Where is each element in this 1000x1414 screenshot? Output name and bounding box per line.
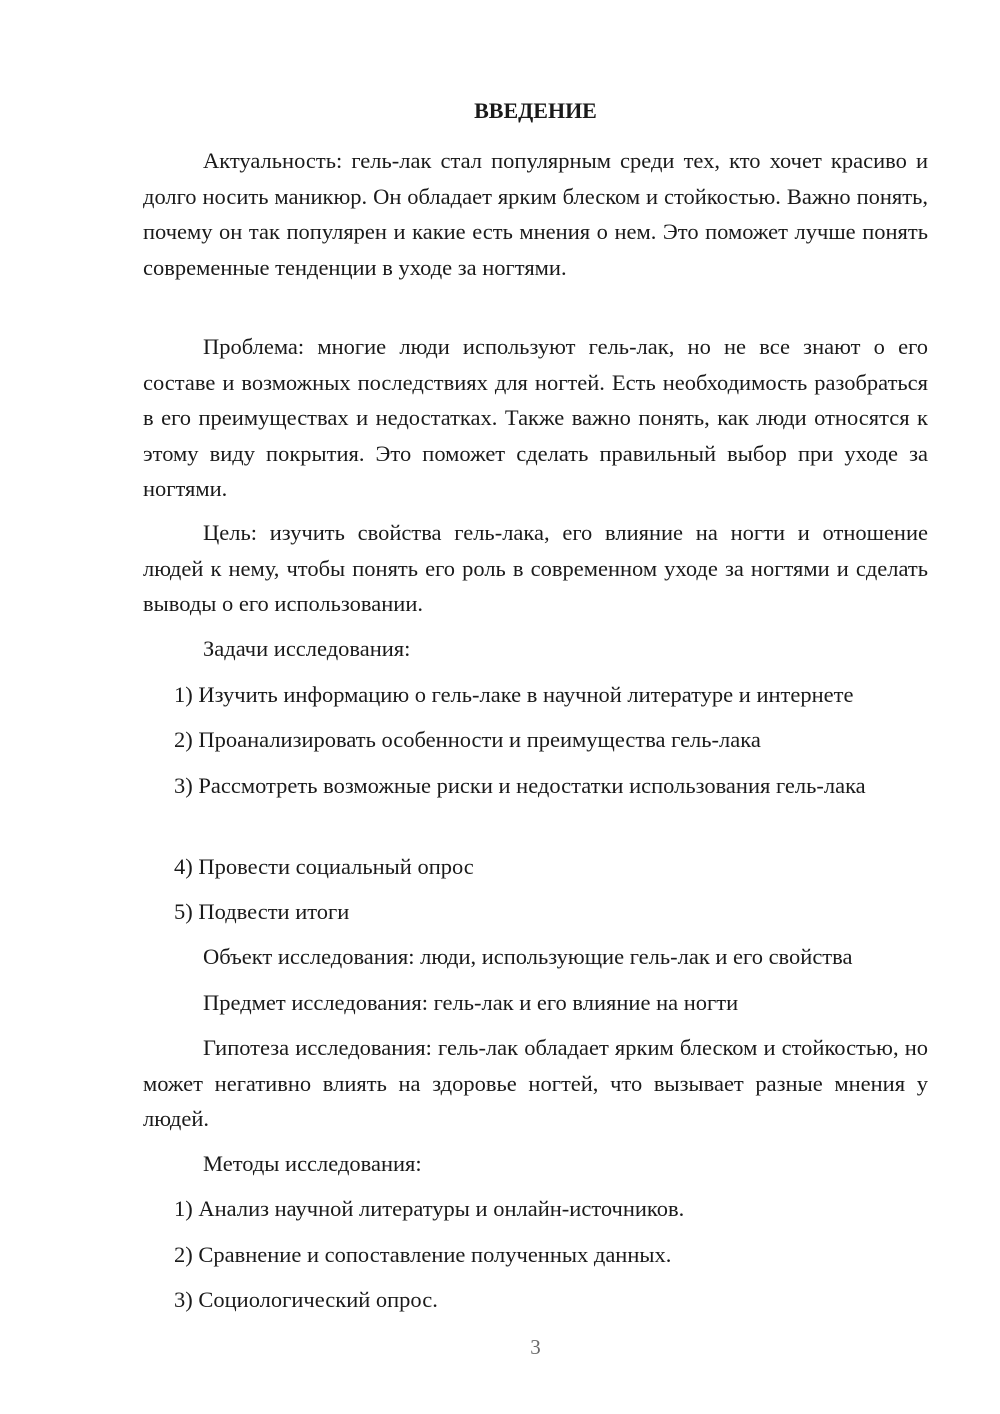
task-item-1: 1) Изучить информацию о гель-лаке в научной литературе и интернете bbox=[174, 682, 854, 707]
methods-heading: Методы исследования: bbox=[203, 1151, 422, 1176]
problem-paragraph: Проблема: многие люди используют гель-лак, но не все знают о его составе и возможных последствиях для ногтей. Есть необходимость разобраться в его преимуществах и недостатках. Также важно понять, как люди относятся к этому виду покрытия. Это поможет сделать правильный выбор при уходе за ногтями. bbox=[143, 334, 928, 501]
task-item-5: 5) Подвести итоги bbox=[174, 899, 350, 924]
page-number: 3 bbox=[530, 1335, 541, 1359]
task-item-4: 4) Провести социальный опрос bbox=[174, 854, 474, 879]
task-item-2: 2) Проанализировать особенности и преимущества гель-лака bbox=[174, 727, 761, 752]
document-page bbox=[143, 0, 928, 1414]
subject-paragraph: Предмет исследования: гель-лак и его влияние на ногти bbox=[203, 990, 739, 1015]
task-item-3: 3) Рассмотреть возможные риски и недостатки использования гель-лака bbox=[174, 773, 866, 798]
goal-paragraph: Цель: изучить свойства гель-лака, его влияние на ногти и отношение людей к нему, чтобы понять его роль в современном уходе за ногтями и сделать выводы о его использовании. bbox=[143, 520, 928, 616]
tasks-heading: Задачи исследования: bbox=[203, 636, 411, 661]
method-item-1: 1) Анализ научной литературы и онлайн-источников. bbox=[174, 1196, 685, 1221]
hypothesis-paragraph: Гипотеза исследования: гель-лак обладает ярким блеском и стойкостью, но может негативно влиять на здоровье ногтей, что вызывает разные мнения у людей. bbox=[143, 1035, 928, 1131]
relevance-paragraph: Актуальность: гель-лак стал популярным среди тех, кто хочет красиво и долго носить маникюр. Он обладает ярким блеском и стойкостью. Важно понять, почему он так популярен и какие есть мнения о нем. Это поможет лучше понять современные тенденции в уходе за ногтями. bbox=[143, 148, 928, 280]
method-item-2: 2) Сравнение и сопоставление полученных данных. bbox=[174, 1242, 672, 1267]
object-paragraph: Объект исследования: люди, использующие гель-лак и его свойства bbox=[203, 944, 853, 969]
document-title: ВВЕДЕНИЕ bbox=[474, 98, 597, 123]
method-item-3: 3) Социологический опрос. bbox=[174, 1287, 438, 1312]
